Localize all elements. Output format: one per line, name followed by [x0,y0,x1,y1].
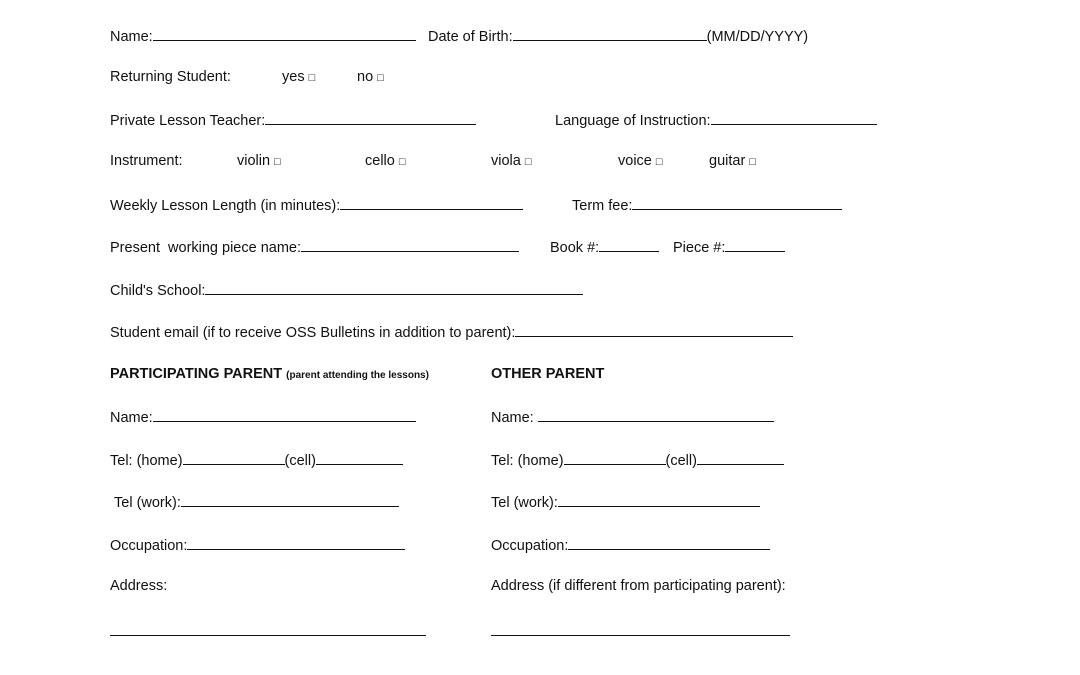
piece-number-label: Piece #: [673,240,726,256]
term-fee-field[interactable] [632,195,842,210]
piece-name-row [110,237,519,257]
cello-label: cello [365,153,395,169]
teacher-row [110,110,476,130]
piece-number-field[interactable] [725,237,785,252]
pp-tel-row [110,450,403,470]
teacher-label: Private Lesson Teacher: [110,113,266,129]
cello-checkbox[interactable]: □ [398,156,406,168]
op-tel-work-label: Tel (work): [491,495,558,511]
guitar-checkbox[interactable]: □ [749,156,756,168]
student-name-label: Name: [110,29,153,45]
instrument-option-voice[interactable] [618,152,663,171]
no-checkbox[interactable]: □ [377,72,384,84]
school-row [110,280,583,300]
pp-occupation-field[interactable] [187,535,405,550]
instrument-option-viola[interactable] [491,152,531,171]
returning-student-label: Returning Student: [110,69,231,85]
term-fee-label: Term fee: [572,198,633,214]
instrument-option-guitar[interactable] [709,152,756,171]
voice-label: voice [618,153,652,169]
op-occupation-field[interactable] [568,535,770,550]
piece-number-row [673,237,785,257]
pp-tel-work-label: Tel (work): [114,495,181,511]
dob-format-hint: (MM/DD/YYYY) [706,29,809,45]
piece-name-label: Present working piece name: [110,240,302,256]
pp-tel-work-field[interactable] [181,492,399,507]
op-name-label: Name: [491,410,538,426]
pp-name-label: Name: [110,410,153,426]
violin-label: violin [237,153,271,169]
student-name-row [110,26,416,46]
pp-occupation-label: Occupation: [110,538,188,554]
language-label: Language of Instruction: [555,113,711,129]
viola-checkbox[interactable]: □ [524,156,532,168]
participating-parent-heading-row [110,365,429,385]
returning-yes-option[interactable] [282,68,315,87]
student-email-label: Student email (if to receive OSS Bulletins in addition to parent): [110,325,516,341]
student-name-field[interactable] [153,26,416,41]
pp-tel-home-field[interactable] [183,450,285,465]
participating-parent-subheading: (parent attending the lessons) [286,370,429,381]
term-fee-row [572,195,842,215]
pp-occupation-row [110,535,405,555]
op-tel-cell-label: (cell) [665,453,697,469]
pp-tel-cell-field[interactable] [316,450,403,465]
dob-row [428,26,808,46]
op-occupation-label: Occupation: [491,538,569,554]
op-tel-home-field[interactable] [564,450,666,465]
language-field[interactable] [711,110,877,125]
piece-name-field[interactable] [301,237,519,252]
lesson-length-field[interactable] [340,195,523,210]
student-email-row [110,322,793,342]
yes-label: yes [282,69,305,85]
book-row [550,237,659,257]
instrument-option-cello[interactable] [365,152,405,171]
student-email-field[interactable] [515,322,793,337]
school-label: Child's School: [110,283,206,299]
pp-tel-cell-label: (cell) [284,453,316,469]
viola-label: viola [491,153,521,169]
op-tel-work-field[interactable] [558,492,760,507]
teacher-field[interactable] [265,110,476,125]
book-label: Book #: [550,240,600,256]
school-field[interactable] [205,280,583,295]
instrument-label: Instrument: [110,153,183,169]
pp-name-row [110,407,416,427]
dob-label: Date of Birth: [428,29,513,45]
op-tel-row [491,450,784,470]
op-address-field[interactable] [491,635,790,636]
language-row [555,110,877,130]
voice-checkbox[interactable]: □ [655,156,663,168]
participating-parent-heading: PARTICIPATING PARENT [110,366,283,382]
op-tel-work-row [491,492,760,512]
pp-tel-work-row [114,492,399,512]
returning-no-option[interactable] [357,68,384,87]
pp-name-field[interactable] [153,407,416,422]
guitar-label: guitar [709,153,746,169]
other-parent-heading: OTHER PARENT [491,366,605,382]
instrument-option-violin[interactable] [237,152,281,171]
pp-address-label: Address: [110,578,168,594]
op-name-row [491,407,774,427]
violin-checkbox[interactable]: □ [274,156,281,168]
no-label: no [357,69,374,85]
lesson-length-row [110,195,523,215]
op-name-field[interactable] [538,407,774,422]
pp-address-field[interactable] [110,635,426,636]
dob-field[interactable] [513,26,707,41]
pp-tel-home-label: Tel: (home) [110,453,183,469]
lesson-length-label: Weekly Lesson Length (in minutes): [110,198,341,214]
op-tel-cell-field[interactable] [697,450,784,465]
op-tel-home-label: Tel: (home) [491,453,564,469]
yes-checkbox[interactable]: □ [308,72,316,84]
book-field[interactable] [599,237,659,252]
op-address-label: Address (if different from participating parent): [491,578,786,594]
op-occupation-row [491,535,770,555]
